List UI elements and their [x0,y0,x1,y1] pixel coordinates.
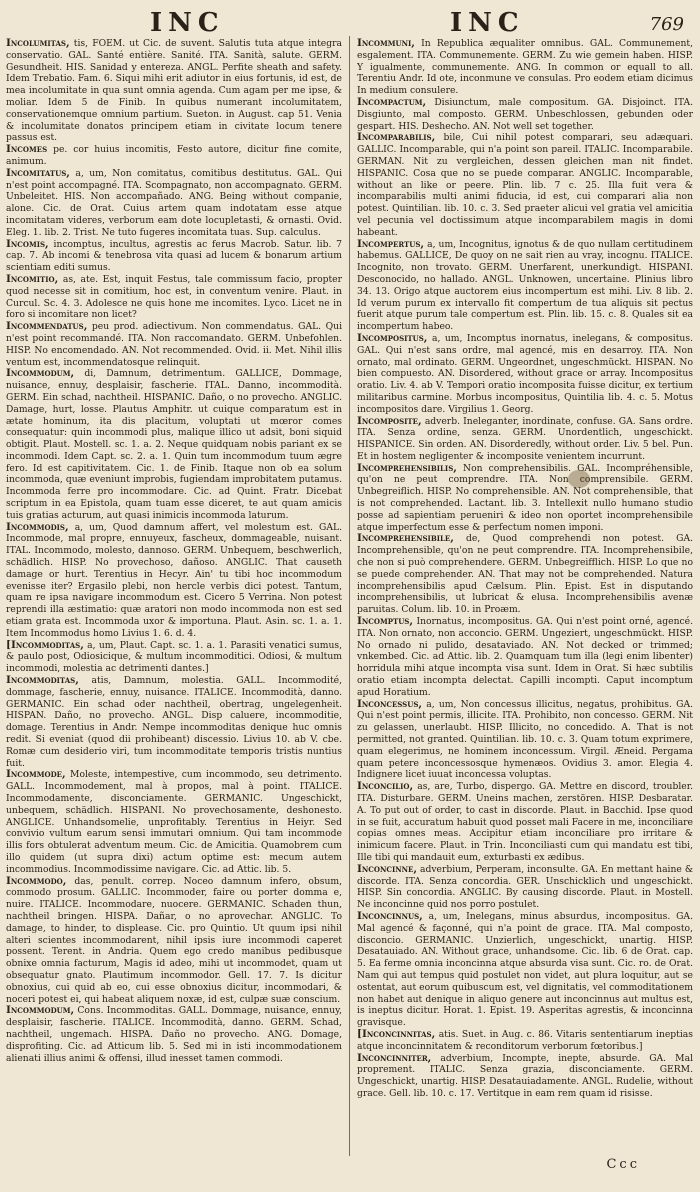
dictionary-entry [357,533,693,616]
dictionary-entry [357,616,693,699]
entry-headword: Incomitatus, [6,166,70,179]
entry-headword: Incommodo, [6,874,67,887]
entry-headword: [Inconcinnitas, [357,1027,436,1040]
dictionary-entry [357,781,693,864]
dictionary-entry [357,38,693,97]
entry-text: a, um, Non comitatus, comitibus destitutus. GAL. Qui n'est point accompagné. ITA. Scompagnato, non accompagnato. GERM. Unbeleitet. HIS. Non accompañado. ANG. Being without companie, alone. Cic. de Orat. Cuius artem quam indotatam esse atque incomitatam videres, verborum eam dote locupletasti, & ornasti. Ovid. Eleg. 1. lib. 2. Trist. Ne tuto fugeres incomitata tuas. Sup. calculus. [6,167,342,238]
entry-headword: Incomparabilis, [357,131,436,144]
page-number: 769 [649,14,684,35]
dictionary-entry [357,1053,693,1100]
entry-headword: Incommendatus, [6,320,88,333]
dictionary-entry [357,132,693,238]
dictionary-entry [6,640,342,675]
entry-headword: Incompactum, [357,95,427,108]
entry-text: peu prod. adiectivum. Non commendatus. GAL. Qui n'est point recommandé. ITA. Non raccomandato. GERM. Unbefohlen. HISP. No encomendado. AN. Not recommended. Ovid. ii. Met. Nihil illis ventum est, incommendatosque relinquit. [6,321,342,368]
entry-text: a, um, Incognitus, ignotus & de quo nullam certitudinem habemus. GALLICE, De quoy on ne sait rien au vray, incognu. ITALICE. Incognito, non trovato. GERM. Unerfarent, unerkundigt. HISPANI. Desconocido, no hallado. ANGL. Unknowen, uncertaine. Plinius libro 34. 13. Origo atque auctorem eius incompertum est mihi. Liv. 8 lib. 2. Id verum purum ex intervallo fit compertum de tua aliquis sit pectus fuerit atque purum tale compertum est. Plin. lib. 15. c. 8. Quales sit ea incompertum habeo. [357,238,693,333]
entry-headword: Incommodum, [6,367,75,380]
entry-text: In Republica æqualiter omnibus. GAL. Communement, esgalement. ITA. Communemente. GERM. Zu wie gemein haben. HISP. Y igualmente, communemente. ANG. In common or equall to all. Terentiu Andr. Id ote, inconmune ve consulas. Pro eodem etiam dicimus In medium consulere. [357,38,693,97]
entry-text: adverbium, Incompte, inepte, absurde. GA. Mal proprement. ITALIC. Senza grazia, disconciamente. GERM. Ungeschickt, unartig. HISP. Desatauiadamente. ANGL. Rudelie, without grace. Gell. lib. 10. c. 17. Vertitque in eam rem quam id risisse. [357,1052,693,1099]
entry-headword: Incolumitas, [6,38,70,49]
dictionary-entry [357,1029,693,1053]
dictionary-entry [6,876,342,1006]
entry-text: adverbium, Perperam, inconsulte. GA. En mettant haine & discorde. ITA. Senza concordia. GER. Unschicklich und ungeschickt. HISP. Sin concordia. ANGLIC. By causing discorde. Plaut. in Mostell. Ne inconcinne quid nos porro postulet. [357,863,693,911]
dictionary-entry [6,321,342,368]
entry-text: a, um, Plaut. Capt. sc. 1. a. 1. Parasiti venatici sumus, & paulo post, Odiosicique, & multum incommoditici. Odiosi, & multum incommodi, molestia ac detrimenti dantes.] [6,639,342,675]
dictionary-entry [357,699,693,782]
entry-headword: Inconcinne, [357,862,418,875]
entry-headword: Incommodis, [6,520,69,533]
dictionary-entry [357,239,693,333]
header-right-word: INC [450,8,525,38]
dictionary-entry [357,864,693,911]
dictionary-entry [357,416,693,463]
entry-headword: Incomitio, [6,272,59,285]
ink-stain [568,470,590,488]
entry-headword: Inconcinniter, [357,1051,432,1064]
entry-headword: Incommoditas, [6,674,79,687]
dictionary-entry [357,911,693,1029]
entry-text: di, Damnum, detrimentum. GALLICE, Dommage, nuisance, ennuy, desplaisir, fascherie. ITAL. Danno, incommodità. GERM. Ein schad, nachtheil. HISPANIC. Daño, o no provecho. ANGLIC. Damage, hurt, losse. Plautus Amphitr. ut cuique comparatum est in ætate hominum, ita dis placitum, voluptati ut mœror comes consequatur: quin incommodi plus, malique illico ut adsit, boni siquid obtigit. Plaut. Mostell. sc. 1. a. 2. Neque quidquam nobis pariant ex se incommodi. Idem Capt. sc. 2. a. 1. Quin tum incommodum tuum ægre fero. Id est capitivitatem. Cic. 1. de Finib. Itaque non ob ea solum incommoda, quæ eveniunt improbis, fugiendam improbitatem putamus. Incommoda ferre pro incommodare. Cic. ad Quint. Fratr. Dicebat scriptum in ea Epistola, quam tuam esse diceret, te aut quam amicis tuis gratias acturum, aut quasi inimicis incommoda laturum. [6,368,342,521]
entry-text: a, um, Non concessus illicitus, negatus, prohibitus. GA. Qui n'est point permis, illicite. ITA. Prohibito, non concesso. GERM. Nit zu gelassen, unerlaubt. HISP. Illicito, no concedido. A. That is not permitted, not granted. Quintilian. lib. 10. c. 3. Quam totum exprimere, quam elegerimus, ne hominem inconcessum. Virgil. Æneid. Pergama quam petere inconcessosque hymenæos. Ovidius 3. amor. Elegia 4. Indignere licet iuuat inconcessa voluptas. [357,698,693,781]
running-header [0,8,700,42]
entry-text: atis, Damnum, molestia. GALL. Incommodité, dommage, fascherie, ennuy, nuisance. ITALICE. Incommodità, danno. GERMANIC. Ein schad oder nachtheil, obertrag, ungelegenheit. HISPAN. Daño, no provecho. ANGL. Disp caluere, incommoditie, domage. Terentius in Andr. Nempe incommoditas denique huc omnis redit. Si eveniat (quod dii prohibeant) discessio. Livius 10. ab V. cbe. Romæ cum desiderio viri, tum incommoditate temporis tristis nuntius fuit. [6,675,342,769]
dictionary-entry [357,333,693,416]
entry-text: tis, FOEM. ut Cic. de suvent. Salutis tuta atque integra conservatio. GAL. Santé entière. Sanité. ITA. Sanità, salute. GERM. Gesundheit. HIS. Sanidad y entereza. ANGL. Perfite sheath and safety. Idem Trebatio. Fam. 6. Siqui mihi erit adiutor in eius fortunis, id est, de mea incolumitate in qua sunt omnia agenda. Cum agam per me ipse, & moliar. Idem 5 de Finib. In quibus numerant incolumitatem, conservationemque omnium partium. Sueton. in August. cap 51. Venia & incolumitate donatos principem etiam in civitate locum tenere passus est. [6,38,342,144]
entry-headword: Inconcinnus, [357,909,423,922]
entry-headword: Incomes [6,143,48,156]
entry-text: Cons. Incommoditas. GALL. Dommage, nuisance, ennuy, desplaisir, fascherie. ITALICE. Incommodità, danno. GERM. Schad, nachtheil, ungemach. HISPA. Daño no provecho. ANG. Domage, disprofiting. Cic. ad Atticum lib. 5. Sed mi in isti incommodationem alienati illius animi & offensi, illud inesset tamen commodi. [6,1005,342,1064]
left-column [6,38,342,1158]
entry-headword: Incomposite, [357,414,422,427]
entry-text: as, ate. Est, inquit Festus, tale commissum facio, propter quod necesse sit in comitium, hoc est, in conventum venire. Plaut. in Curcul. Sc. 4. 3. Adolesce ne quis hone me incomites. Lyco. Licet ne in foro si incomitare non licet? [6,273,342,321]
column-divider [349,36,350,1156]
entry-headword: Incomptus, [357,615,414,628]
header-left-word: INC [150,8,225,38]
dictionary-entry [6,522,342,640]
dictionary-entry [6,274,342,321]
dictionary-entry [357,463,693,534]
entry-headword: Incomprehensibile, [357,532,454,545]
dictionary-entry [6,38,342,144]
entry-headword: Inconcilio, [357,780,414,793]
entry-headword: Incompertus, [357,237,425,250]
entry-text: de, Quod comprehendi non potest. GA. Incomprehensible, qu'on ne peut comprendre. ITA. Incomprehensibile, che non si può comprehendere. GERM. Unbegreifflich. HISP. Lo que no se puede comprehender. AN. That may not be comprehended. Natura incomprehensibilis apud Cælsum. Plin. Epist. Est in disputando incomprehensibilis, ut lubricat & elusa. Incomprehensibilis avenæ paruitas. Colum. lib. 10. in Proæm. [357,533,693,616]
entry-text: atis. Suet. in Aug. c. 86. Vitaris sententiarum ineptias atque inconcinnitatem & reconditorum verborum fœtoribus.] [357,1028,693,1052]
entry-text: das, penult. correp. Noceo damnum infero, obsum, commodo prosum. GALLIC. Incommoder, faire ou porter domma e, nuire. ITALICE. Incommodare, nuocere. GERMANIC. Schaden thun, nachtheil bringen. HISPA. Dañar, o no aprovechar. ANGLIC. To damage, to hinder, to displease. Cic. pro Quintio. Ut quum ipsi nihil alteri scientes incommodarent, nihil ipsis iure incommodi caperet possent. Terent. in Andria. Quem ego credo manibus pedibusque obnixe omnia facturum, Magis id adeo, mihi ut incommodet, quam ut obsequatur gnato. Plautimum incommodor. Gell. 17. 7. Is dicitur obnoxius, cui quid ab eo, cui esse obnoxius dicitur, incommodari, & noceri potest ei, qui habeat aliquem noxæ, id est, culpæ suæ conscium. [6,875,342,1005]
entry-headword: Inconcessus, [357,697,423,710]
entry-text: incomptus, incultus, agrestis ac ferus Macrob. Satur. lib. 7 cap. 7. Ab incomi & tenebrosa vita quasi ad lucem & bonarum artium scientiam editi sumus. [6,238,342,274]
entry-text: Moleste, intempestive, cum incommodo, seu detrimento. GALL. Incommodement, mal à propos, mal à point. ITALICE. Incommodamente, disconciamente. GERMANIC. Ungeschickt, unbequem, schädlich. HISPANI. No provechosamente, deshonesto. ANGLICE. Unhandsomelie, unprofitably. Terentius in Heiyr. Sed convivio vultum earum sensi immutari omnium. Qui tam incommode illis fors obtulerat adventum meum. Cic. de Amicitia. Quamobrem cum illo quidem (ut supra dixi) actum optime est: mecum autem incommodius. Incommodissime navigare. Cic. ad Attic. lib. 5. [6,769,342,875]
entry-text: bile, Cui nihil potest comparari, seu adæquari. GALLIC. Incomparable, qui n'a point son pareil. ITALIC. Incomparabile. GERMAN. Nit zu vergleichen, dessen gleichen man nit findet. HISPANIC. Cosa que no se puede comparar. ANGLIC. Incomparable, without an like or peere. Plin. lib. 7 c. 25. Illa fuit vera & incomparabilis multi animi fiducia, id est, cui comparari alia non potest. Quintilian. lib. 10. c. 3. Sed praeter alicui vel gratia vel amicitia vel pecunia vel doctissimum atque incomparabilem magis in domi habeant. [357,132,693,238]
entry-text: Disiunctum, male compositum. GA. Disjoinct. ITA. Disgiunto, mal composto. GERM. Unbeschlossen, gebunden oder gespart. HIS. Deshecho. AN. Not well set together. [357,96,693,132]
entry-headword: [Incommoditas, [6,638,84,651]
dictionary-entry [6,368,342,521]
entry-text: Non comprehensibilis. GAL. Incompréhensible, qu'on ne peut comprendre. ITA. Non comprensibile. GERM. Unbegreiflich. HISP. No comprehensible. AN. Not comprehensible, that is not comprehended. Lactant. lib. 3. Intellexit nullo humano studio posse ad sapientiam perueniri & ideo non oportet incomprehensibile atque imperfectum esse & perfectum nomen imponi. [357,462,693,533]
entry-headword: Incomprehensibilis, [357,461,457,474]
entry-headword: Incommodum, [6,1004,75,1017]
dictionary-entry [6,769,342,875]
entry-text: as, are, Turbo, dispergo. GA. Mettre en discord, troubler. ITA. Disturbare. GERM. Uneins machen, zerstören. HISP. Desbaratar. A. To put out of order, to cast in discorde. Plaut. in Bacchid. Ipse quod in se fuit, accuratum habuit quod posset mali Facere in me, inconciliare copias omnes meas. Accipitur etiam inconciliare pro irritare & inimicum facere. Plaut. in Trin. Inconciliasti cum qui mandatu est tibi, Ille tibi qui mandauit eum, exturbasti ex ædibus. [357,781,693,863]
dictionary-entry [357,97,693,132]
entry-headword: Incommode, [6,768,66,781]
entry-headword: Incompositus, [357,331,428,344]
entry-headword: Incomis, [6,237,49,250]
entry-headword: Incommuni, [357,38,415,49]
entry-text: a, um, Incomptus inornatus, inelegans, & compositus. GAL. Qui n'est sans ordre, mal agencé, mis en desarroy. ITA. Non ornato, mal ordinato. GERM. Ungeordnet, ungeschmückt. HISPAN. No bien compuesto. AN. Disordered, without grace or array. Incompositus oratio. Liv. 4. ab V. Tempori oratio incomposita fuisse dicitur, ex tertium militaribus carmine. Morbus incompositus, Quintilia lib. 4. c. 5. Motus incompositos dare. Virgilius 1. Georg. [357,332,693,415]
catchword: Ccc [606,1157,640,1172]
entry-text: adverb. Ineleganter, inordinate, confuse. GA. Sans ordre. ITA. Senza ordine, senza. GERM. Unordentlich, ungeschickt. HISPANICE. Sin orden. AN. Disorderedly, without order. Liv. 5 bel. Pun. Et in hostem negligenter & incomposite venientem incurrunt. [357,415,693,462]
entry-text: a, um, Inelegans, minus absurdus, incompositus. GA. Mal agencé & façonné, qui n'a point de grace. ITA. Mal composto, disconcio. GERMANIC. Unzierlich, ungeschickt, unartig. HISP. Desatauiado. AN. Without grace, unhandsome. Cic. lib. 6 de Orat. cap. 5. Ea ferme omnia inconcinna atque absurda visa sunt. Cic. ro. de Orat. Nam qui aut tempus quid postulet non videt, aut plura loquitur, aut se ostentat, aut eorum quibuscum est, vel dignitatis, vel commoditationem non habet aut denique in aliquo genere aut inconcinnus aut multus est, is ineptus dicitur. Horat. 1. Epist. 19. Asperitas agrestis, & inconcinna gravisque. [357,910,693,1029]
entry-text: Inornatus, incompositus. GA. Qui n'est point orné, agencé. ITA. Non ornato, non acconcio. GERM. Ungeziert, ungeschmückt. HISP. No ornado ni pulido, desataviado. AN. Not decked or trimmed; vnkembed. Cic. ad Attic. lib. 2. Quamquam tum illa (legi enim libenter) horridula mihi atque incompta visa sunt. Idem in Orat. Si hæc subtilis oratio etiam incompta delectat. Capilli incompti. Caput incomptum apud Horatium. [357,616,693,698]
dictionary-entry [6,239,342,274]
entry-text: pe. cor huius incomitis, Festo autore, dicitur fine comite, animum. [6,144,342,167]
entry-text: a, um, Quod damnum affert, vel molestum est. GAL. Incommode, mal propre, ennuyeux, fascheux, dommageable, nuisant. ITAL. Incommodo, molesto, dannoso. GERM. Unbequem, beschwerlich, schädlich. HISP. No provechoso, dañoso. ANGLIC. That causeth damage or hurt. Terentius in Hecyr. Ain' tu tibi hoc incommodum evenisse iter? Ergasilo plebi, non hercle verbis dici potest. Tantum, quam re ipsa navigare incommodum est. Cicero 5 Verrina. Non potest reprendi illa æstimatio: quæ aratori non modo incommoda non est sed etiam grata est. Incommoda uxor & importuna. Plaut. Asin. sc. 1. a. 1. Item Incommodus homo Livius 1. 6. d. 4. [6,521,342,639]
dictionary-entry [6,168,342,239]
dictionary-entry [6,144,342,168]
right-column [357,38,693,1158]
dictionary-entry [6,675,342,769]
dictionary-entry [6,1005,342,1064]
